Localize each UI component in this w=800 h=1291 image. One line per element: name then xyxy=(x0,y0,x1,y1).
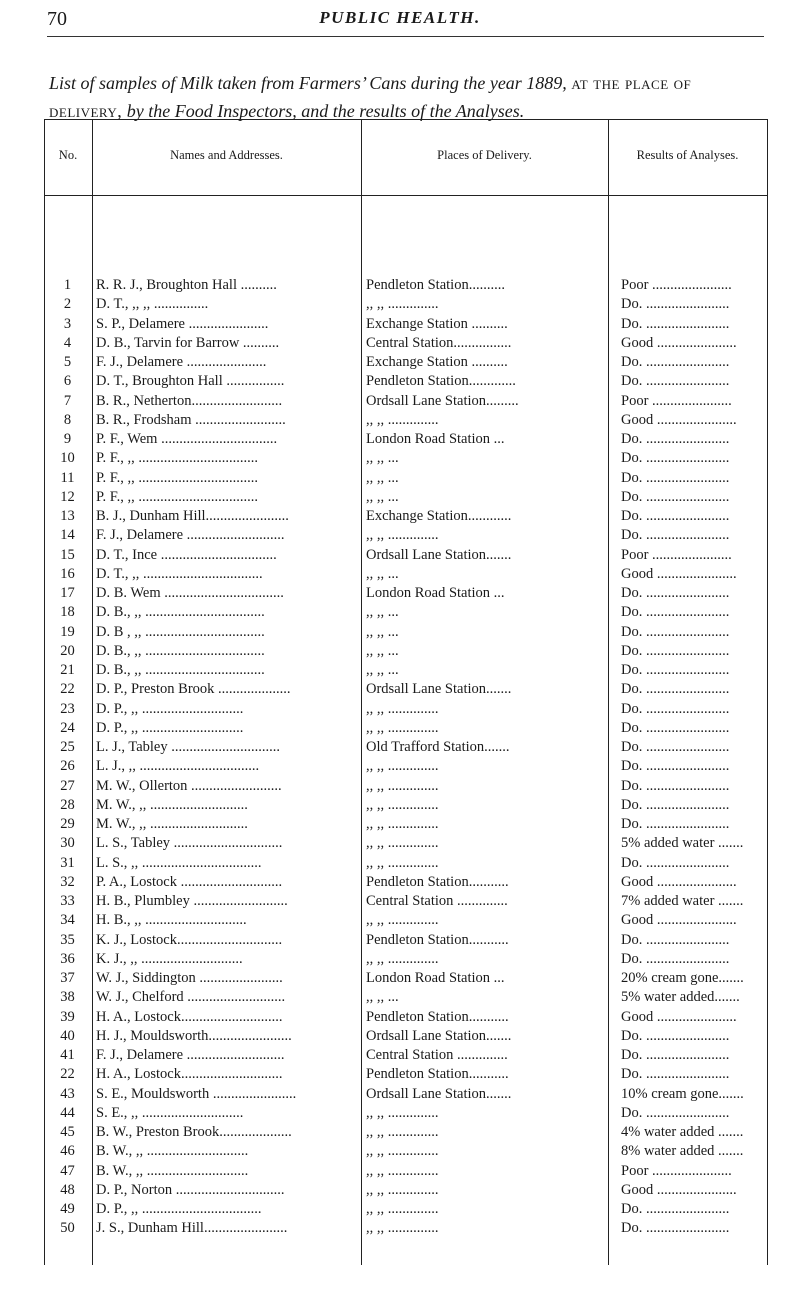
row-result: Do. ....................... xyxy=(621,315,730,332)
row-place: ,, ,, .............. xyxy=(366,1201,439,1217)
row-number: 39 xyxy=(60,1008,75,1025)
row-result: Do. ....................... xyxy=(621,662,730,678)
row-result: Good ...................... xyxy=(621,912,737,929)
table-row xyxy=(44,1009,768,1029)
row-number: 47 xyxy=(60,1162,75,1179)
row-number: 6 xyxy=(63,373,72,390)
row-place: London Road Station ... xyxy=(366,585,505,601)
row-place: London Road Station ... xyxy=(366,431,505,447)
row-name: S. E., ,, ............................ xyxy=(96,1104,244,1121)
row-name: D. T., ,, ................................. xyxy=(96,565,263,582)
row-name: B. W., Preston Brook.................... xyxy=(96,1124,292,1140)
row-place: ,, ,, .............. xyxy=(366,816,439,832)
row-result: Do. ....................... xyxy=(621,1027,730,1044)
row-place: ,, ,, ... xyxy=(366,469,399,486)
table-row xyxy=(44,373,768,393)
table-row xyxy=(44,450,768,470)
row-name: L. S., ,, ................................. xyxy=(96,854,262,871)
row-place: ,, ,, .............. xyxy=(366,1181,439,1198)
row-name: P. F., ,, ................................. xyxy=(96,469,258,486)
row-number: 29 xyxy=(60,816,75,832)
table-row xyxy=(44,316,768,336)
table-row xyxy=(44,1163,768,1183)
row-result: Good ...................... xyxy=(621,334,737,351)
row-result: Do. ....................... xyxy=(621,777,730,794)
row-result: Good ...................... xyxy=(621,411,737,428)
row-name: D. B., ,, ................................. xyxy=(96,662,265,678)
row-number: 9 xyxy=(63,431,72,447)
table-row xyxy=(44,1201,768,1221)
row-name: D. P., ,, ............................ xyxy=(96,700,244,717)
row-result: Do. ....................... xyxy=(621,1220,730,1237)
row-place: ,, ,, ... xyxy=(366,450,399,467)
row-result: Good ...................... xyxy=(621,873,737,890)
table-row xyxy=(44,643,768,663)
row-result: Do. ....................... xyxy=(621,585,730,601)
row-number: 1 xyxy=(63,277,72,293)
row-number: 23 xyxy=(60,700,75,717)
table-row xyxy=(44,797,768,817)
row-place: Ordsall Lane Station......... xyxy=(366,392,519,409)
row-number: 28 xyxy=(60,796,75,813)
row-place: ,, ,, .............. xyxy=(366,719,439,736)
table-row xyxy=(44,874,768,894)
table-row xyxy=(44,527,768,547)
header-bottom-border xyxy=(44,195,768,196)
row-place: Exchange Station .......... xyxy=(366,315,508,332)
title-part-2: at the place of delivery, xyxy=(49,73,692,121)
row-result: Do. ....................... xyxy=(621,1066,730,1083)
row-result: 20% cream gone....... xyxy=(621,970,744,986)
row-name: H. J., Mouldsworth....................... xyxy=(96,1027,292,1044)
row-result: 5% added water ....... xyxy=(621,835,744,852)
row-number: 8 xyxy=(63,411,72,428)
row-place: Exchange Station............ xyxy=(366,508,512,524)
row-name: D. T., Ince ................................ xyxy=(96,546,277,563)
row-number: 30 xyxy=(60,835,75,852)
row-place: ,, ,, .............. xyxy=(366,700,439,717)
table-row xyxy=(44,835,768,855)
row-number: 19 xyxy=(60,623,75,640)
table-row xyxy=(44,720,768,740)
row-name: B. W., ,, ............................ xyxy=(96,1162,249,1179)
row-name: P. F., Wem ................................ xyxy=(96,431,278,447)
row-name: L. J., ,, ................................. xyxy=(96,758,260,775)
row-result: Poor ...................... xyxy=(621,1162,732,1179)
row-number: 11 xyxy=(60,469,75,486)
row-name: H. A., Lostock............................ xyxy=(96,1066,283,1083)
table-title xyxy=(49,69,769,125)
table-row xyxy=(44,604,768,624)
row-name: D. B., ,, ................................. xyxy=(96,604,265,621)
row-number: 3 xyxy=(63,315,72,332)
table-row xyxy=(44,470,768,490)
row-result: Do. ....................... xyxy=(621,373,730,390)
header-rule xyxy=(47,36,764,37)
row-name: D. B., ,, ................................. xyxy=(96,642,265,659)
title-part-1: List of samples of Milk taken from Farmers’ Cans during the year 1889, xyxy=(49,73,567,93)
table-row xyxy=(44,1047,768,1067)
row-number: 21 xyxy=(60,662,75,678)
row-result: Do. ....................... xyxy=(621,296,730,313)
table-row xyxy=(44,739,768,759)
row-place: ,, ,, ... xyxy=(366,989,399,1006)
row-name: D. P., Norton .............................. xyxy=(96,1181,285,1198)
row-place: ,, ,, .............. xyxy=(366,1143,439,1160)
row-number: 20 xyxy=(60,642,75,659)
row-place: ,, ,, .............. xyxy=(366,796,439,813)
table-row xyxy=(44,681,768,701)
table-row xyxy=(44,758,768,778)
row-place: ,, ,, .............. xyxy=(366,777,439,794)
row-name: K. J., ,, ............................ xyxy=(96,950,243,967)
table-row xyxy=(44,1028,768,1048)
row-name: M. W., ,, ........................... xyxy=(96,816,248,832)
row-place: ,, ,, .............. xyxy=(366,758,439,775)
row-result: Do. ....................... xyxy=(621,604,730,621)
row-result: Good ...................... xyxy=(621,1181,737,1198)
row-result: Do. ....................... xyxy=(621,431,730,447)
table-row xyxy=(44,1143,768,1163)
row-place: Central Station................ xyxy=(366,334,512,351)
row-name: P. F., ,, ................................. xyxy=(96,488,258,505)
row-number: 36 xyxy=(60,950,75,967)
row-place: ,, ,, .............. xyxy=(366,296,439,313)
table-row xyxy=(44,489,768,509)
row-result: Do. ....................... xyxy=(621,1047,730,1063)
row-name: B. W., ,, ............................ xyxy=(96,1143,249,1160)
table-row xyxy=(44,932,768,952)
row-number: 45 xyxy=(60,1124,75,1140)
row-place: Ordsall Lane Station....... xyxy=(366,1085,512,1102)
row-place: ,, ,, .............. xyxy=(366,1104,439,1121)
table-row xyxy=(44,893,768,913)
table-row xyxy=(44,912,768,932)
row-name: F. J., Delamere ........................... xyxy=(96,527,285,544)
table-row xyxy=(44,1124,768,1144)
row-name: M. W., Ollerton ......................... xyxy=(96,777,282,794)
row-number: 22 xyxy=(60,681,75,698)
row-place: ,, ,, .............. xyxy=(366,1162,439,1179)
row-place: Exchange Station .......... xyxy=(366,354,508,370)
row-result: Do. ....................... xyxy=(621,642,730,659)
row-place: ,, ,, ... xyxy=(366,662,399,678)
table-row xyxy=(44,778,768,798)
table-row xyxy=(44,1066,768,1086)
row-result: Do. ....................... xyxy=(621,1201,730,1217)
row-result: 8% water added ....... xyxy=(621,1143,744,1160)
row-result: Do. ....................... xyxy=(621,508,730,524)
row-result: Do. ....................... xyxy=(621,450,730,467)
row-number: 41 xyxy=(60,1047,75,1063)
row-name: P. A., Lostock ............................ xyxy=(96,873,283,890)
row-name: W. J., Siddington ....................... xyxy=(96,970,283,986)
row-name: B. J., Dunham Hill....................... xyxy=(96,508,289,524)
row-result: Do. ....................... xyxy=(621,1104,730,1121)
row-number: 27 xyxy=(60,777,75,794)
row-place: ,, ,, ... xyxy=(366,642,399,659)
table-row xyxy=(44,335,768,355)
row-name: S. E., Mouldsworth ....................... xyxy=(96,1085,297,1102)
row-name: B. R., Netherton......................... xyxy=(96,392,283,409)
row-number: 25 xyxy=(60,739,75,755)
table-row xyxy=(44,855,768,875)
row-place: Ordsall Lane Station....... xyxy=(366,681,512,698)
row-result: Do. ....................... xyxy=(621,719,730,736)
row-name: D. P., ,, ............................ xyxy=(96,719,244,736)
row-name: P. F., ,, ................................. xyxy=(96,450,258,467)
row-number: 15 xyxy=(60,546,75,563)
row-place: ,, ,, .............. xyxy=(366,835,439,852)
table-row xyxy=(44,989,768,1009)
row-number: 43 xyxy=(60,1085,75,1102)
page-number: 70 xyxy=(47,8,67,30)
title-part-3: by the Food Inspectors, and the results of the Analyses. xyxy=(126,101,525,121)
row-place: Pendleton Station........... xyxy=(366,1008,509,1025)
row-place: ,, ,, .............. xyxy=(366,950,439,967)
row-place: ,, ,, ... xyxy=(366,488,399,505)
table-row xyxy=(44,508,768,528)
row-number: 24 xyxy=(60,719,75,736)
row-result: 5% water added....... xyxy=(621,989,740,1006)
row-number: 12 xyxy=(60,488,75,505)
table-row xyxy=(44,566,768,586)
row-result: Do. ....................... xyxy=(621,700,730,717)
row-result: Poor ...................... xyxy=(621,277,732,293)
row-name: D. P., Preston Brook .................... xyxy=(96,681,291,698)
row-number: 33 xyxy=(60,893,75,909)
row-number: 32 xyxy=(60,873,75,890)
row-place: Pendleton Station............. xyxy=(366,373,516,390)
header-no: No. xyxy=(58,148,78,162)
table-row xyxy=(44,277,768,297)
row-name: F. J., Delamere ...................... xyxy=(96,354,267,370)
table-row xyxy=(44,393,768,413)
row-place: London Road Station ... xyxy=(366,970,505,986)
row-place: ,, ,, .............. xyxy=(366,1124,439,1140)
row-number: 49 xyxy=(60,1201,75,1217)
row-number: 5 xyxy=(63,354,72,370)
table-row xyxy=(44,296,768,316)
table-row xyxy=(44,354,768,374)
row-place: Central Station .............. xyxy=(366,893,508,909)
row-result: Do. ....................... xyxy=(621,623,730,640)
row-result: Do. ....................... xyxy=(621,758,730,775)
row-result: Do. ....................... xyxy=(621,796,730,813)
row-number: 50 xyxy=(60,1220,75,1237)
row-number: 17 xyxy=(60,585,75,601)
row-result: Good ...................... xyxy=(621,565,737,582)
table-row xyxy=(44,951,768,971)
row-name: H. A., Lostock............................ xyxy=(96,1008,283,1025)
row-result: Do. ....................... xyxy=(621,354,730,370)
row-number: 10 xyxy=(60,450,75,467)
row-place: Old Trafford Station....... xyxy=(366,739,510,755)
running-head: PUBLIC HEALTH. xyxy=(319,8,481,27)
row-place: Pendleton Station........... xyxy=(366,1066,509,1083)
row-name: R. R. J., Broughton Hall .......... xyxy=(96,277,277,293)
row-number: 16 xyxy=(60,565,75,582)
table-row xyxy=(44,1220,768,1240)
row-place: Ordsall Lane Station....... xyxy=(366,1027,512,1044)
row-number: 18 xyxy=(60,604,75,621)
row-name: W. J., Chelford ........................... xyxy=(96,989,286,1006)
row-number: 44 xyxy=(60,1104,75,1121)
row-number: 37 xyxy=(60,970,75,986)
row-name: D. B., Tarvin for Barrow .......... xyxy=(96,334,280,351)
table-row xyxy=(44,970,768,990)
row-result: Do. ....................... xyxy=(621,488,730,505)
row-number: 4 xyxy=(63,334,72,351)
row-result: 10% cream gone....... xyxy=(621,1085,744,1102)
row-place: ,, ,, .............. xyxy=(366,527,439,544)
row-name: L. J., Tabley .............................. xyxy=(96,739,280,755)
row-number: 26 xyxy=(60,758,75,775)
row-name: D. P., ,, ................................. xyxy=(96,1201,262,1217)
row-result: Good ...................... xyxy=(621,1008,737,1025)
row-place: ,, ,, ... xyxy=(366,623,399,640)
row-name: D. T., ,, ,, ............... xyxy=(96,296,209,313)
row-result: Do. ....................... xyxy=(621,816,730,832)
header-names: Names and Addresses. xyxy=(170,148,283,162)
row-result: Poor ...................... xyxy=(621,392,732,409)
row-name: H. B., Plumbley .......................... xyxy=(96,893,288,909)
row-number: 40 xyxy=(60,1027,75,1044)
row-place: ,, ,, .............. xyxy=(366,854,439,871)
row-result: Do. ....................... xyxy=(621,854,730,871)
table-row xyxy=(44,431,768,451)
row-number: 34 xyxy=(60,912,75,929)
row-name: D. B. Wem ................................. xyxy=(96,585,284,601)
row-result: Do. ....................... xyxy=(621,950,730,967)
row-result: 4% water added ....... xyxy=(621,1124,744,1140)
row-place: Central Station .............. xyxy=(366,1047,508,1063)
row-name: D. T., Broughton Hall ................ xyxy=(96,373,285,390)
row-number: 13 xyxy=(60,508,75,524)
table-row xyxy=(44,1182,768,1202)
row-place: ,, ,, .............. xyxy=(366,411,439,428)
table-row xyxy=(44,547,768,567)
row-number: 35 xyxy=(60,931,75,948)
row-number: 2 xyxy=(63,296,72,313)
table-row xyxy=(44,1086,768,1106)
table-row xyxy=(44,662,768,682)
row-result: Do. ....................... xyxy=(621,681,730,698)
row-number: 22 xyxy=(60,1066,75,1083)
row-place: ,, ,, ... xyxy=(366,565,399,582)
table-row xyxy=(44,624,768,644)
row-name: M. W., ,, ........................... xyxy=(96,796,248,813)
table-row xyxy=(44,412,768,432)
row-name: L. S., Tabley .............................. xyxy=(96,835,283,852)
row-result: Do. ....................... xyxy=(621,931,730,948)
table-top-border xyxy=(44,119,768,120)
row-number: 7 xyxy=(63,392,72,409)
row-place: Ordsall Lane Station....... xyxy=(366,546,512,563)
row-name: J. S., Dunham Hill....................... xyxy=(96,1220,288,1237)
row-result: 7% added water ....... xyxy=(621,893,744,909)
row-place: Pendleton Station........... xyxy=(366,931,509,948)
row-number: 48 xyxy=(60,1181,75,1198)
row-name: F. J., Delamere ........................... xyxy=(96,1047,285,1063)
row-place: Pendleton Station.......... xyxy=(366,277,505,293)
row-number: 38 xyxy=(60,989,75,1006)
row-result: Do. ....................... xyxy=(621,739,730,755)
table-row xyxy=(44,585,768,605)
row-number: 14 xyxy=(60,527,75,544)
row-result: Poor ...................... xyxy=(621,546,732,563)
row-place: ,, ,, ... xyxy=(366,604,399,621)
row-result: Do. ....................... xyxy=(621,469,730,486)
table-row xyxy=(44,701,768,721)
header-places: Places of Delivery. xyxy=(437,148,532,162)
row-name: D. B , ,, ................................. xyxy=(96,623,265,640)
row-name: H. B., ,, ............................ xyxy=(96,912,247,929)
row-number: 46 xyxy=(60,1143,75,1160)
row-result: Do. ....................... xyxy=(621,527,730,544)
row-place: Pendleton Station........... xyxy=(366,873,509,890)
row-name: B. R., Frodsham ......................... xyxy=(96,411,286,428)
row-name: K. J., Lostock............................. xyxy=(96,931,283,948)
table-row xyxy=(44,1105,768,1125)
header-results: Results of Analyses. xyxy=(636,148,739,162)
row-name: S. P., Delamere ...................... xyxy=(96,315,269,332)
table-row xyxy=(44,816,768,836)
row-place: ,, ,, .............. xyxy=(366,912,439,929)
row-number: 31 xyxy=(60,854,75,871)
row-place: ,, ,, .............. xyxy=(366,1220,439,1237)
